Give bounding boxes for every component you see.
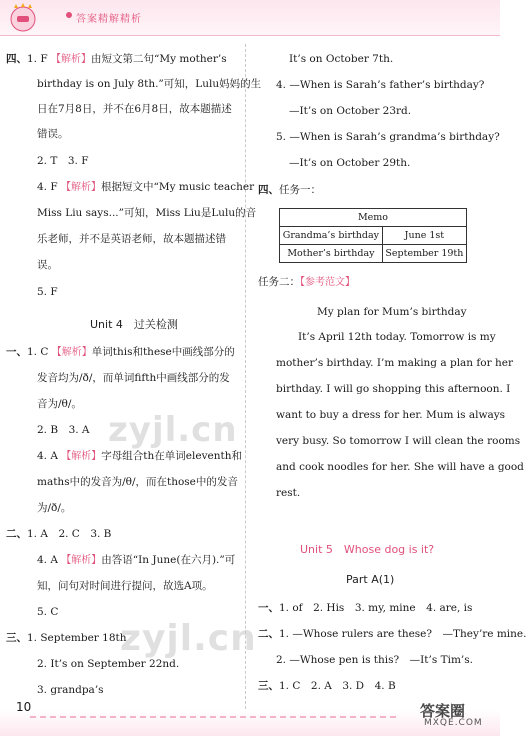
analysis-tag: 【解析】 <box>51 54 91 65</box>
brand-logo-icon <box>6 2 40 34</box>
table-row: Grandma’s birthday June 1st <box>280 227 467 245</box>
watermark: zyjl.cn <box>120 618 257 659</box>
answer-line: 2. T 3. F <box>37 155 89 167</box>
sample-essay-tag: 【参考范文】 <box>300 277 355 288</box>
answer-line: 为/ð/。 <box>37 502 72 514</box>
answer-line: 一、1. C 【解析】单词this和these中画线部分的 <box>6 346 235 358</box>
answer-line: It’s on October 7th. <box>289 53 394 65</box>
memo-table <box>279 208 467 263</box>
essay-line: mother’s birthday. I’m making a plan for her <box>276 357 513 369</box>
header-band <box>0 0 500 36</box>
essay-line: rest. <box>276 487 301 499</box>
answer-line: maths中的发音为/θ/，而在those中的发音 <box>37 476 238 488</box>
corner-logo-url: MXQE.COM <box>424 718 483 728</box>
table-row: Mother’s birthday September 19th <box>280 245 467 263</box>
answer-line: 一、1. of 2. His 3. my, mine 4. are, is <box>258 602 473 614</box>
part-title: Part A(1) <box>346 573 395 586</box>
answer-line: 5. F <box>37 286 58 298</box>
answer-line: 四、1. F 【解析】由短文第二句“My mother’s <box>6 53 227 65</box>
answer-line: 四、任务一： <box>258 184 321 196</box>
header-title: 答案精解精析 <box>76 10 142 25</box>
answer-line: 4. A 【解析】字母组合th在单词eleventh和 <box>37 450 242 462</box>
header-rule <box>0 35 500 36</box>
answer-line: 4. F 【解析】根据短文中“My music teacher <box>37 181 255 193</box>
answer-line: 5. C <box>37 606 59 618</box>
answer-line: 5. —When is Sarah’s grandma’s birthday? <box>276 131 500 143</box>
answer-line: 错误。 <box>37 128 69 140</box>
answer-line: 误。 <box>37 259 58 271</box>
answer-line: 三、1. C 2. A 3. D 4. B <box>258 680 396 692</box>
answer-line: —It’s on October 29th. <box>289 157 411 169</box>
essay-line: want to buy a dress for her. Mum is always <box>276 409 506 421</box>
answer-line: 知，问句对时间进行提问，故选A项。 <box>37 580 213 592</box>
analysis-tag: 【解析】 <box>61 451 102 462</box>
answer-line: 发音均为/ð/，而单词fifth中画线部分的发 <box>37 372 230 384</box>
answer-line: 任务二：【参考范文】 <box>258 276 355 288</box>
essay-line: and cook noodles for her. She will have a good <box>276 461 524 473</box>
answer-line: 二、1. A 2. C 3. B <box>6 528 112 540</box>
answer-line: 2. It’s on September 22nd. <box>37 658 180 670</box>
answer-line: 三、1. September 18th <box>6 632 127 644</box>
page-number: 10 <box>16 700 32 714</box>
analysis-tag: 【解析】 <box>61 182 101 193</box>
unit4-title: Unit 4 过关检测 <box>90 318 178 331</box>
essay-line: very busy. So tomorrow I will clean the rooms <box>276 435 521 447</box>
watermark: zyjl.cn <box>108 410 238 450</box>
analysis-tag: 【解析】 <box>61 555 102 566</box>
answer-line: birthday is on July 8th.”可知，Lulu妈妈的生 <box>37 78 262 90</box>
memo-title: Memo <box>280 209 467 227</box>
answer-line: 日在7月8日，并不在6月8日，故本题描述 <box>37 103 232 115</box>
essay-title: My plan for Mum’s birthday <box>317 306 467 318</box>
unit5-title: Unit 5 Whose dog is it? <box>300 543 435 556</box>
analysis-tag: 【解析】 <box>51 347 92 358</box>
essay-line: birthday. I will go shopping this afternoon. I <box>276 383 511 395</box>
answer-line: 乐老师，并不是英语老师，故本题描述错 <box>37 233 226 245</box>
answer-line: 4. A 【解析】由答语“In June(在六月).”可 <box>37 554 236 566</box>
essay-line: It’s April 12th today. Tomorrow is my <box>298 331 496 343</box>
answer-line: 4. —When is Sarah’s father’s birthday? <box>276 79 485 91</box>
column-divider <box>245 44 246 709</box>
answer-line: 二、1. —Whose rulers are these? —They’re mine. <box>258 628 526 640</box>
answer-line: 2. —Whose pen is this? —It’s Tim’s. <box>276 654 473 666</box>
answer-line: 3. grandpa’s <box>37 684 104 696</box>
answer-line: —It’s on October 23rd. <box>289 105 412 117</box>
answer-line: 2. B 3. A <box>37 424 90 436</box>
corner-logo-text: 答案圈 <box>420 702 466 720</box>
answer-line: Miss Liu says...”可知，Miss Liu是Lulu的音 <box>37 207 257 219</box>
answer-line: 音为/θ/。 <box>37 398 82 410</box>
